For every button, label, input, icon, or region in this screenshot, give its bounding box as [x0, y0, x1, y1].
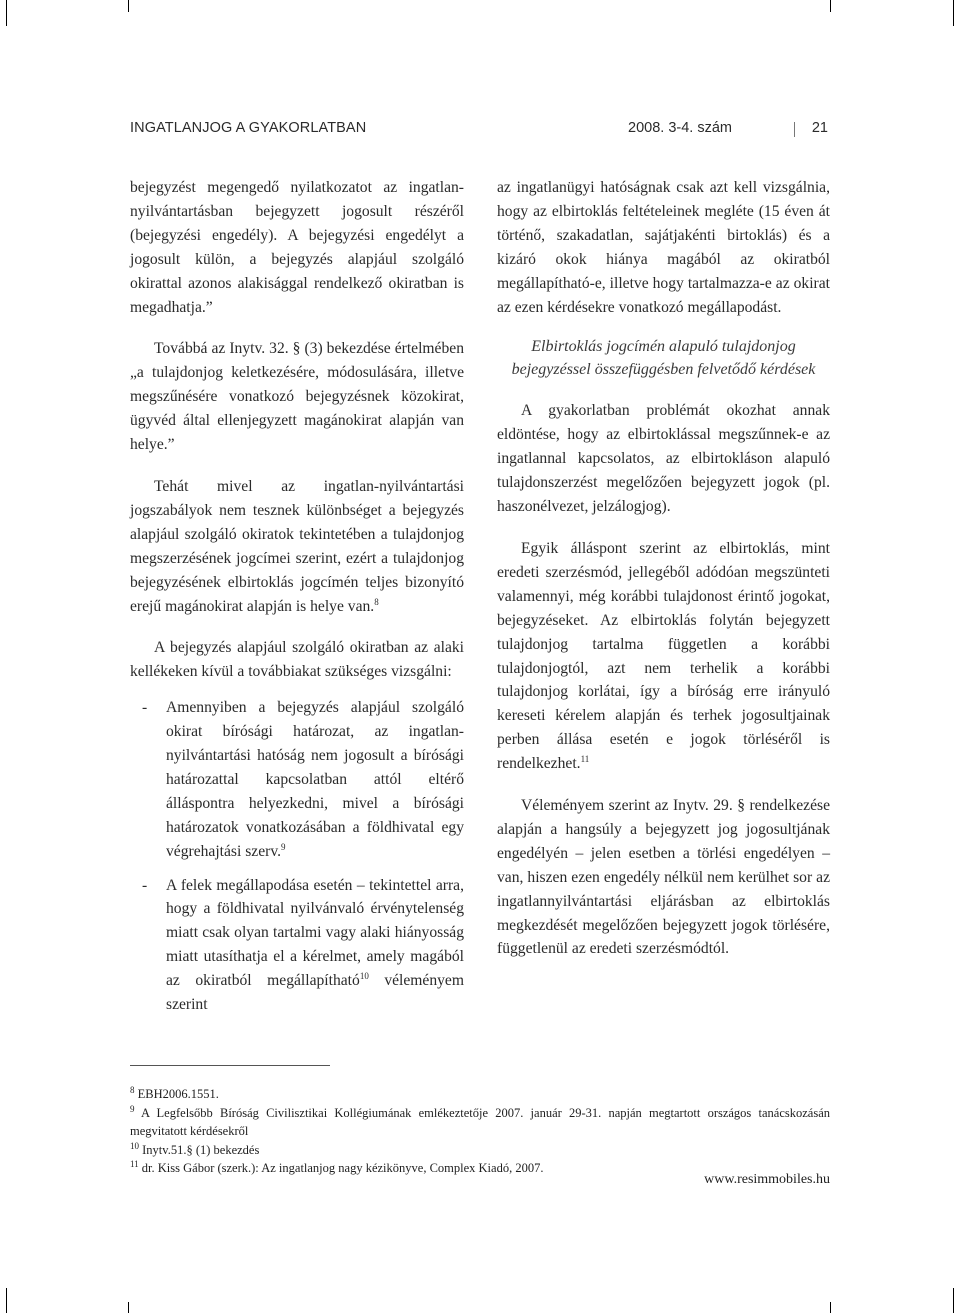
paragraph: bejegyzést megengedő nyilatkozatot az ingatlan- nyilvántartásban bejegyzett jogosult részéről (bejegyzési engedély). A bejegyzési engedélyt a jogosult külön, a bejegyzés alapjául szolgáló okirattal azonos alakisággal rendelkező okiratban is megadhatja.”: [130, 179, 464, 316]
footnote-rule: [130, 1065, 330, 1066]
paragraph: Továbbá az Inytv. 32. § (3) bekezdése értelmében „a tulajdonjog keletkezésére, módosulására, illetve megszűnésére vonatkozó bejegyzésnek közokirat, ügyvéd által ellenjegyzett magánokirat alapján van helye.”: [130, 340, 464, 454]
footnote-ref: 10: [359, 971, 369, 981]
website-link[interactable]: www.resimmobiles.hu: [704, 1172, 830, 1187]
paragraph: Véleményem szerint az Inytv. 29. § rendelkezése alapján a hangsúly a bejegyzett jog jogosultjának engedélyén – jelen esetben a törlési engedélyen – van, hiszen ezen engedély nélkül nem kerülhet sor az ingatlannyilvántartási eljárásban az elbirtoklás megkezdését megelőzően bejegyzett jogok törlésére, függetlenül az eredeti szerzésmódtól.: [497, 797, 830, 958]
footnote-number: 11: [130, 1158, 139, 1169]
footnote-item: [130, 1141, 830, 1160]
footnote-text: Inytv.51.§ (1) bekezdés: [142, 1142, 260, 1157]
crop-mark-bottom-right-2: [953, 1288, 954, 1313]
crop-mark-bottom-left-2: [128, 1302, 129, 1313]
footnote-number: 8: [130, 1084, 135, 1095]
list-item: [130, 874, 464, 1017]
footnote-item: [130, 1085, 830, 1104]
crop-mark-top-left-2: [128, 0, 129, 12]
crop-mark-top-left: [6, 0, 7, 26]
list-item-text: [166, 696, 464, 863]
list-item-text: [166, 874, 464, 1017]
paragraph-text: Tehát mivel az ingatlan-nyilvántartási jogszabályok nem tesznek különbséget a bejegyzés alapjául szolgáló okiratok tekintetében a tulajdonjog megszerzésének jogcímei szerint, ezért a tulajdonjog bejegyzésének elbirtoklás jogcímén teljes bizonyító erejű magánokirat alapján is helye van.: [130, 477, 464, 615]
footnote-ref: 11: [580, 753, 590, 764]
footnote-text: A Legfelsőbb Bíróság Civilisztikai Kollégiumának emlékeztetője 2007. január 29-31. napján megtartott országos tanácskozásán megvitatott kérdésekről: [130, 1105, 830, 1138]
section-subheading: Elbirtoklás jogcímén alapuló tulajdonjog bejegyzéssel összefüggésben felvetődő kérdések: [511, 338, 816, 379]
list-item-body: A felek megállapodása esetén – tekintettel arra, hogy a földhivatal nyilvánvaló érvénytelenség miatt csak olyan tartalmi vagy alaki hiányosság miatt utasíthatja el a kérelmet, amely magából az okiratból megállapítható: [166, 876, 464, 990]
crop-mark-bottom-left: [6, 1288, 7, 1313]
footnotes: [130, 1085, 830, 1178]
footnote-item: [130, 1104, 830, 1141]
list-item-body: Amennyiben a bejegyzés alapjául szolgáló okirat bírósági határozat, az ingatlan-nyilvántartási hatóság nem jogosult a bírósági határozattal kapcsolatban attól eltérő álláspontra helyezkedni, mivel a bírósági határozatok vonatkozásában a földhivatal egy végrehajtási szerv.: [166, 699, 464, 860]
crop-mark-bottom-right: [830, 1302, 831, 1313]
right-column: [497, 176, 830, 961]
left-column: [130, 176, 464, 1017]
footnote-text: EBH2006.1551.: [137, 1087, 219, 1101]
issue-label: 2008. 3-4. szám: [628, 120, 732, 136]
list-item: [130, 696, 464, 863]
footnote-ref: 9: [281, 841, 286, 852]
footnote-ref: 8: [374, 596, 379, 607]
journal-title: INGATLANJOG A GYAKORLATBAN: [130, 120, 367, 136]
page-number: 21: [811, 120, 828, 136]
header-separator: [794, 122, 795, 137]
paragraph: A gyakorlatban problémát okozhat annak eldöntése, hogy az elbirtoklással megszűnnek-e az ingatlannal kapcsolatos, az elbirtokláson alapuló tulajdonszerzést megelőzően bejegyzett jogok (pl. haszonélvezet, jelzálogjog).: [497, 402, 830, 516]
crop-mark-top-right-2: [953, 0, 954, 26]
paragraph-text: Egyik álláspont szerint az elbirtoklás, mint eredeti szerzésmód, jellegéből adódóan megszünteti valamennyi, még korábbi tulajdonost érintő jogokat, bejegyzéseket. Az elbirtoklás folytán bejegyzett tulajdonjog tartalma független a korábbi tulajdonjogtól, azt nem terhelik a korábbi tulajdonjog korlátai, így a bíróság erre irányuló kereseti kérelem alapján és terhek jogosultjainak perben állása esetén e jogok törléséről is rendelkezhet.: [497, 539, 830, 773]
footnote-number: 9: [130, 1103, 135, 1114]
footnote-number: 10: [130, 1140, 139, 1151]
list-dash: -: [142, 876, 148, 894]
paragraph: [497, 537, 830, 776]
running-header: [130, 120, 830, 140]
list-dash: -: [142, 699, 148, 717]
crop-mark-top-right: [830, 0, 831, 12]
paragraph: A bejegyzés alapjául szolgáló okiratban az alaki kellékeken kívül a továbbiakat szükséges vizsgálni:: [130, 639, 464, 681]
paragraph: az ingatlanügyi hatóságnak csak azt kell vizsgálnia, hogy az elbirtoklás feltételeinek megléte (15 éven át történő, szakadatlan, sajátjakénti birtoklás) és a kizáró okok hiánya magából az okiratból megállapítható-e, illetve hogy tartalmazza-e az okirat az ezen kérdésekre vonatkozó megállapodást.: [497, 179, 830, 316]
footnote-text: dr. Kiss Gábor (szerk.): Az ingatlanjog nagy kézikönyve, Complex Kiadó, 2007.: [141, 1161, 544, 1175]
list-item-body-cont: véleményem szerint: [166, 972, 464, 1014]
paragraph: [130, 475, 464, 618]
